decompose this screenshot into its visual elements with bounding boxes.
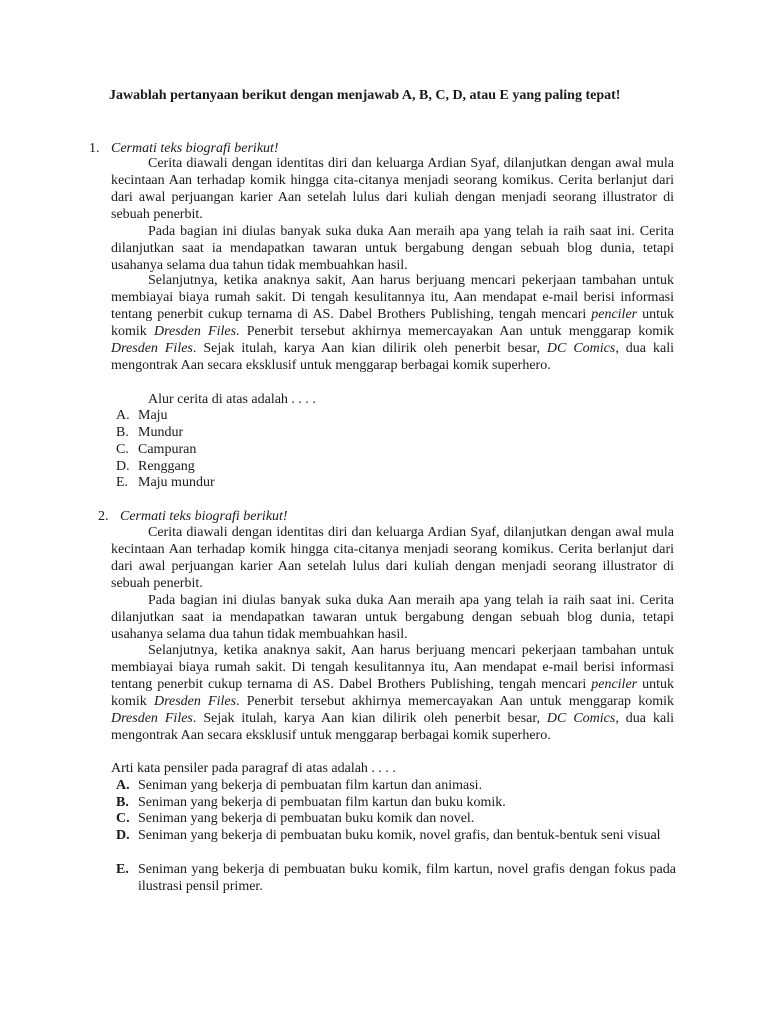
question-2-option[interactable] — [116, 810, 676, 827]
option-letter: C. — [116, 811, 130, 826]
question-1-option[interactable] — [116, 474, 676, 491]
option-letter: D. — [116, 828, 130, 843]
question-1-option[interactable] — [116, 441, 676, 458]
option-text: Seniman yang bekerja di pembuatan film kartun dan buku komik. — [138, 795, 506, 810]
option-letter: E. — [116, 862, 129, 877]
option-letter: B. — [116, 425, 129, 440]
question-1-paragraph: Selanjutnya, ketika anaknya sakit, Aan harus berjuang mencari pekerjaan tambahan untuk membiayai biaya rumah sakit. Di tengah kesulitannya itu, Aan mendapat e-mail berisi informasi tentang penerbit cukup ternama di AS. Dabel Brothers Publishing, tengah mencari penciler untuk komik Dresden Files. Penerbit tersebut akhirnya memercayakan Aan untuk menggarap komik Dresden Files. Sejak itulah, karya Aan kian dilirik oleh penerbit besar, DC Comics, dua kali mengontrak Aan secara eksklusif untuk menggarap berbagai komik superhero. — [111, 273, 675, 373]
option-text: Maju mundur — [138, 475, 215, 490]
question-2-option[interactable] — [116, 827, 676, 844]
option-letter: E. — [116, 475, 129, 490]
question-2-option[interactable] — [116, 794, 676, 811]
question-2-paragraph: Pada bagian ini diulas banyak suka duka Aan meraih apa yang telah ia raih saat ini. Cerita dilanjutkan saat ia mendapatkan tawaran untuk bergabung dengan sebuah blog dunia, tetapi usahanya selama dua tahun tidak membuahkan hasil. — [111, 593, 674, 642]
option-text: Seniman yang bekerja di pembuatan buku komik, novel grafis, dan bentuk-bentuk seni visual — [138, 828, 661, 843]
option-letter: D. — [116, 459, 130, 474]
option-text: Maju — [138, 408, 168, 423]
instruction-heading: Jawablah pertanyaan berikut dengan menjawab A, B, C, D, atau E yang paling tepat! — [109, 88, 621, 103]
question-1-prompt: Alur cerita di atas adalah . . . . — [148, 392, 316, 407]
option-text: Seniman yang bekerja di pembuatan buku komik, film kartun, novel grafis dengan fokus pada ilustrasi pensil primer. — [138, 862, 676, 894]
option-text: Seniman yang bekerja di pembuatan film kartun dan animasi. — [138, 778, 483, 793]
question-2-paragraph: Cerita diawali dengan identitas diri dan keluarga Ardian Syaf, dilanjutkan dengan awal mula kecintaan Aan terhadap komik hingga cita-citanya menjadi seorang komikus. Cerita berlanjut dari dari awal perjuangan karier Aan setelah lulus dari kuliah dengan menjadi seorang illustrator di sebuah penerbit. — [111, 525, 674, 591]
question-1-option[interactable] — [116, 458, 676, 475]
question-2-prompt: Arti kata pensiler pada paragraf di atas adalah . . . . — [111, 761, 396, 776]
question-1-option[interactable] — [116, 407, 676, 424]
option-letter: B. — [116, 795, 129, 810]
option-text: Campuran — [138, 442, 197, 457]
option-text: Mundur — [138, 425, 184, 440]
option-text: Seniman yang bekerja di pembuatan buku komik dan novel. — [138, 811, 475, 826]
question-2-number: 2. — [98, 509, 109, 524]
question-1-title: Cermati teks biografi berikut! — [111, 141, 279, 156]
question-1-option[interactable] — [116, 424, 676, 441]
question-1-paragraph: Cerita diawali dengan identitas diri dan keluarga Ardian Syaf, dilanjutkan dengan awal mula kecintaan Aan terhadap komik hingga cita-citanya menjadi seorang komikus. Cerita berlanjut dari dari awal perjuangan karier Aan setelah lulus dari kuliah dengan menjadi seorang illustrator di sebuah penerbit. — [111, 156, 674, 222]
option-letter: A. — [116, 408, 130, 423]
question-2-option[interactable] — [116, 861, 676, 895]
question-2-option[interactable] — [116, 777, 676, 794]
option-letter: A. — [116, 778, 130, 793]
option-text: Renggang — [138, 459, 195, 474]
question-1-number: 1. — [89, 141, 100, 156]
option-letter: C. — [116, 442, 129, 457]
question-1-paragraph: Pada bagian ini diulas banyak suka duka Aan meraih apa yang telah ia raih saat ini. Cerita dilanjutkan saat ia mendapatkan tawaran untuk bergabung dengan sebuah blog dunia, tetapi usahanya selama dua tahun tidak membuahkan hasil. — [111, 224, 674, 273]
question-2-title: Cermati teks biografi berikut! — [120, 509, 288, 524]
question-2-paragraph: Selanjutnya, ketika anaknya sakit, Aan harus berjuang mencari pekerjaan tambahan untuk membiayai biaya rumah sakit. Di tengah kesulitannya itu, Aan mendapat e-mail berisi informasi tentang penerbit cukup ternama di AS. Dabel Brothers Publishing, tengah mencari penciler untuk komik Dresden Files. Penerbit tersebut akhirnya memercayakan Aan untuk menggarap komik Dresden Files. Sejak itulah, karya Aan kian dilirik oleh penerbit besar, DC Comics, dua kali mengontrak Aan secara eksklusif untuk menggarap berbagai komik superhero. — [111, 643, 675, 743]
